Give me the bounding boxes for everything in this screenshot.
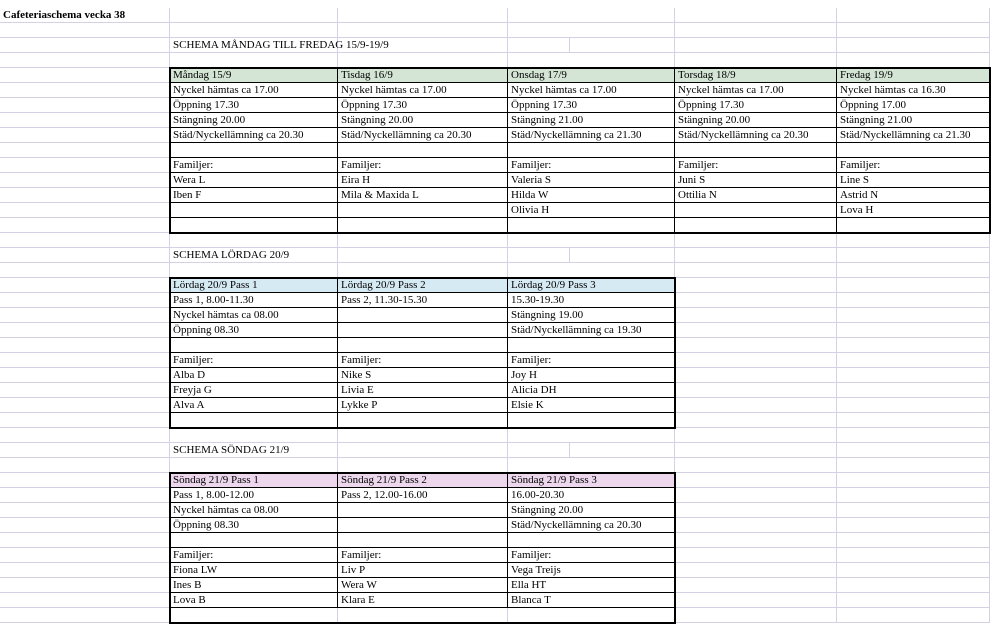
sunday-pass-header[interactable]: Söndag 21/9 Pass 1 [170,473,338,488]
grid-cell[interactable] [675,308,837,323]
weekday-cell[interactable]: Öppning 17.30 [338,98,508,113]
weekday-cell[interactable] [675,218,837,233]
weekday-cell[interactable]: Ottilia N [675,188,837,203]
saturday-cell[interactable]: 15.30-19.30 [508,293,675,308]
grid-cell[interactable] [0,383,170,398]
weekday-day-header[interactable]: Fredag 19/9 [837,68,990,83]
grid-cell[interactable] [170,23,338,38]
grid-cell[interactable] [837,518,990,533]
grid-cell[interactable] [837,263,990,278]
grid-cell[interactable] [508,53,675,68]
sunday-cell[interactable]: Lova B [170,593,338,608]
saturday-cell[interactable]: Lykke P [338,398,508,413]
grid-cell[interactable] [0,503,170,518]
grid-cell[interactable] [0,68,170,83]
sunday-cell[interactable]: Familjer: [508,548,675,563]
saturday-cell[interactable] [338,323,508,338]
saturday-cell[interactable] [170,338,338,353]
grid-cell[interactable] [675,488,837,503]
grid-cell[interactable] [0,323,170,338]
sunday-pass-header[interactable]: Söndag 21/9 Pass 3 [508,473,675,488]
sheet-title[interactable]: Cafeteriaschema vecka 38 [0,8,170,23]
grid-cell[interactable] [837,563,990,578]
grid-cell[interactable] [837,458,990,473]
grid-cell[interactable] [508,458,675,473]
grid-cell[interactable] [675,233,837,248]
weekday-cell[interactable]: Nyckel hämtas ca 16.30 [837,83,990,98]
grid-cell[interactable] [837,323,990,338]
weekday-cell[interactable] [837,218,990,233]
grid-cell[interactable] [837,488,990,503]
saturday-cell[interactable]: Livia E [338,383,508,398]
grid-cell[interactable] [675,398,837,413]
saturday-cell[interactable]: Pass 1, 8.00-11.30 [170,293,338,308]
grid-cell[interactable] [0,428,170,443]
weekday-day-header[interactable]: Onsdag 17/9 [508,68,675,83]
grid-cell[interactable] [170,233,338,248]
weekday-day-header[interactable]: Torsdag 18/9 [675,68,837,83]
sunday-cell[interactable]: Ines B [170,578,338,593]
weekday-cell[interactable]: Iben F [170,188,338,203]
grid-cell[interactable] [837,8,990,23]
saturday-pass-header[interactable]: Lördag 20/9 Pass 2 [338,278,508,293]
grid-cell[interactable] [0,413,170,428]
grid-cell[interactable] [837,428,990,443]
weekday-cell[interactable]: Stängning 20.00 [338,113,508,128]
sunday-cell[interactable]: Familjer: [338,548,508,563]
weekday-cell[interactable]: Städ/Nyckellämning ca 21.30 [508,128,675,143]
grid-cell[interactable] [675,293,837,308]
weekday-cell[interactable] [170,218,338,233]
weekday-cell[interactable]: Städ/Nyckellämning ca 20.30 [170,128,338,143]
weekday-cell[interactable]: Familjer: [508,158,675,173]
grid-cell[interactable] [675,23,837,38]
grid-cell[interactable] [0,203,170,218]
grid-cell[interactable] [0,98,170,113]
grid-cell[interactable] [0,593,170,608]
grid-cell[interactable] [338,428,508,443]
weekday-cell[interactable] [170,143,338,158]
grid-cell[interactable] [675,323,837,338]
weekday-cell[interactable]: Olivia H [508,203,675,218]
weekday-cell[interactable] [675,203,837,218]
saturday-cell[interactable]: Stängning 19.00 [508,308,675,323]
saturday-pass-header[interactable]: Lördag 20/9 Pass 3 [508,278,675,293]
grid-cell[interactable] [508,8,675,23]
grid-cell[interactable] [837,23,990,38]
saturday-cell[interactable]: Nike S [338,368,508,383]
weekday-cell[interactable]: Eira H [338,173,508,188]
grid-cell[interactable] [338,8,508,23]
grid-cell[interactable] [837,293,990,308]
grid-cell[interactable] [675,443,837,458]
grid-cell[interactable] [837,608,990,623]
grid-cell[interactable] [837,413,990,428]
weekday-cell[interactable]: Astrid N [837,188,990,203]
grid-cell[interactable] [675,353,837,368]
saturday-cell[interactable] [508,413,675,428]
grid-cell[interactable] [837,533,990,548]
grid-cell[interactable] [0,608,170,623]
sunday-cell[interactable]: Familjer: [170,548,338,563]
saturday-cell[interactable]: Alba D [170,368,338,383]
grid-cell[interactable] [0,218,170,233]
grid-cell[interactable] [508,23,675,38]
weekday-cell[interactable]: Familjer: [837,158,990,173]
grid-cell[interactable] [837,398,990,413]
weekday-cell[interactable] [338,203,508,218]
grid-cell[interactable] [0,53,170,68]
weekday-cell[interactable]: Mila & Maxida L [338,188,508,203]
sunday-cell[interactable]: Stängning 20.00 [508,503,675,518]
sunday-cell[interactable]: Nyckel hämtas ca 08.00 [170,503,338,518]
sunday-cell[interactable]: Pass 1, 8.00-12.00 [170,488,338,503]
grid-cell[interactable] [837,278,990,293]
weekday-cell[interactable]: Wera L [170,173,338,188]
saturday-cell[interactable]: Elsie K [508,398,675,413]
sunday-cell[interactable]: Städ/Nyckellämning ca 20.30 [508,518,675,533]
weekday-cell[interactable]: Hilda W [508,188,675,203]
grid-cell[interactable] [170,8,338,23]
grid-cell[interactable] [170,428,338,443]
grid-cell[interactable] [338,458,508,473]
grid-cell[interactable] [338,23,508,38]
sunday-pass-header[interactable]: Söndag 21/9 Pass 2 [338,473,508,488]
grid-cell[interactable] [508,428,675,443]
grid-cell[interactable] [0,113,170,128]
grid-cell[interactable] [338,53,508,68]
sunday-cell[interactable] [338,533,508,548]
grid-cell[interactable] [0,338,170,353]
grid-cell[interactable] [675,428,837,443]
grid-cell[interactable] [0,173,170,188]
sunday-cell[interactable]: Blanca T [508,593,675,608]
sunday-cell[interactable]: Fiona LW [170,563,338,578]
weekday-cell[interactable] [675,143,837,158]
weekday-cell[interactable] [508,143,675,158]
grid-cell[interactable] [508,233,675,248]
saturday-cell[interactable]: Joy H [508,368,675,383]
grid-cell[interactable] [675,548,837,563]
saturday-cell[interactable] [170,413,338,428]
sunday-heading[interactable]: SCHEMA SÖNDAG 21/9 [170,443,570,458]
grid-cell[interactable] [0,263,170,278]
weekday-cell[interactable] [338,218,508,233]
grid-cell[interactable] [675,338,837,353]
weekday-cell[interactable]: Nyckel hämtas ca 17.00 [508,83,675,98]
weekday-cell[interactable]: Juni S [675,173,837,188]
sunday-cell[interactable]: Wera W [338,578,508,593]
weekday-cell[interactable]: Familjer: [675,158,837,173]
grid-cell[interactable] [837,593,990,608]
grid-cell[interactable] [675,593,837,608]
grid-cell[interactable] [0,398,170,413]
weekday-cell[interactable]: Stängning 20.00 [675,113,837,128]
grid-cell[interactable] [675,278,837,293]
sunday-cell[interactable] [170,533,338,548]
grid-cell[interactable] [837,53,990,68]
weekday-cell[interactable]: Städ/Nyckellämning ca 20.30 [675,128,837,143]
grid-cell[interactable] [675,533,837,548]
grid-cell[interactable] [675,413,837,428]
grid-cell[interactable] [0,548,170,563]
sunday-cell[interactable] [338,503,508,518]
grid-cell[interactable] [675,38,837,53]
grid-cell[interactable] [675,458,837,473]
grid-cell[interactable] [0,158,170,173]
weekday-day-header[interactable]: Måndag 15/9 [170,68,338,83]
grid-cell[interactable] [508,608,675,623]
grid-cell[interactable] [0,248,170,263]
grid-cell[interactable] [0,518,170,533]
grid-cell[interactable] [0,293,170,308]
weekday-cell[interactable]: Line S [837,173,990,188]
grid-cell[interactable] [508,263,675,278]
grid-cell[interactable] [0,83,170,98]
weekday-cell[interactable]: Familjer: [338,158,508,173]
grid-cell[interactable] [0,533,170,548]
grid-cell[interactable] [837,443,990,458]
grid-cell[interactable] [837,548,990,563]
grid-cell[interactable] [338,608,508,623]
grid-cell[interactable] [338,263,508,278]
saturday-cell[interactable]: Familjer: [338,353,508,368]
sunday-cell[interactable]: Vega Treijs [508,563,675,578]
grid-cell[interactable] [170,53,338,68]
grid-cell[interactable] [675,8,837,23]
grid-cell[interactable] [675,608,837,623]
weekday-cell[interactable]: Valeria S [508,173,675,188]
grid-cell[interactable] [0,128,170,143]
saturday-pass-header[interactable]: Lördag 20/9 Pass 1 [170,278,338,293]
grid-cell[interactable] [0,233,170,248]
grid-cell[interactable] [837,353,990,368]
grid-cell[interactable] [675,473,837,488]
grid-cell[interactable] [0,188,170,203]
grid-cell[interactable] [675,578,837,593]
weekday-cell[interactable]: Familjer: [170,158,338,173]
saturday-cell[interactable]: Familjer: [170,353,338,368]
saturday-cell[interactable]: Städ/Nyckellämning ca 19.30 [508,323,675,338]
grid-cell[interactable] [0,368,170,383]
weekday-cell[interactable] [338,143,508,158]
grid-cell[interactable] [170,608,338,623]
weekday-cell[interactable]: Nyckel hämtas ca 17.00 [338,83,508,98]
grid-cell[interactable] [0,578,170,593]
grid-cell[interactable] [675,263,837,278]
grid-cell[interactable] [675,248,837,263]
saturday-heading[interactable]: SCHEMA LÖRDAG 20/9 [170,248,570,263]
grid-cell[interactable] [0,23,170,38]
weekday-cell[interactable]: Öppning 17.30 [508,98,675,113]
weekday-cell[interactable]: Städ/Nyckellämning ca 20.30 [338,128,508,143]
weekday-day-header[interactable]: Tisdag 16/9 [338,68,508,83]
grid-cell[interactable] [0,353,170,368]
weekday-cell[interactable]: Öppning 17.00 [837,98,990,113]
grid-cell[interactable] [837,248,990,263]
grid-cell[interactable] [675,563,837,578]
weekday-heading[interactable]: SCHEMA MÅNDAG TILL FREDAG 15/9-19/9 [170,38,570,53]
weekday-cell[interactable]: Nyckel hämtas ca 17.00 [170,83,338,98]
grid-cell[interactable] [0,443,170,458]
grid-cell[interactable] [0,38,170,53]
saturday-cell[interactable] [338,308,508,323]
sunday-cell[interactable]: 16.00-20.30 [508,488,675,503]
sunday-cell[interactable]: Liv P [338,563,508,578]
grid-cell[interactable] [170,263,338,278]
weekday-cell[interactable]: Städ/Nyckellämning ca 21.30 [837,128,990,143]
weekday-cell[interactable] [170,203,338,218]
grid-cell[interactable] [675,368,837,383]
grid-cell[interactable] [837,338,990,353]
saturday-cell[interactable]: Nyckel hämtas ca 08.00 [170,308,338,323]
saturday-cell[interactable]: Familjer: [508,353,675,368]
weekday-cell[interactable]: Lova H [837,203,990,218]
saturday-cell[interactable] [338,338,508,353]
grid-cell[interactable] [0,488,170,503]
grid-cell[interactable] [837,503,990,518]
weekday-cell[interactable]: Stängning 20.00 [170,113,338,128]
grid-cell[interactable] [837,233,990,248]
grid-cell[interactable] [675,503,837,518]
saturday-cell[interactable]: Alva A [170,398,338,413]
saturday-cell[interactable]: Freyja G [170,383,338,398]
grid-cell[interactable] [675,518,837,533]
grid-cell[interactable] [837,473,990,488]
saturday-cell[interactable]: Öppning 08.30 [170,323,338,338]
saturday-cell[interactable] [508,338,675,353]
sunday-cell[interactable]: Ella HT [508,578,675,593]
weekday-cell[interactable]: Nyckel hämtas ca 17.00 [675,83,837,98]
grid-cell[interactable] [170,458,338,473]
grid-cell[interactable] [0,563,170,578]
sunday-cell[interactable]: Klara E [338,593,508,608]
grid-cell[interactable] [0,458,170,473]
grid-cell[interactable] [338,233,508,248]
grid-cell[interactable] [837,383,990,398]
grid-cell[interactable] [675,53,837,68]
saturday-cell[interactable]: Alicia DH [508,383,675,398]
grid-cell[interactable] [837,308,990,323]
sunday-cell[interactable]: Öppning 08.30 [170,518,338,533]
weekday-cell[interactable] [837,143,990,158]
grid-cell[interactable] [675,383,837,398]
grid-cell[interactable] [0,473,170,488]
weekday-cell[interactable]: Öppning 17.30 [675,98,837,113]
grid-cell[interactable] [837,38,990,53]
grid-cell[interactable] [0,278,170,293]
saturday-cell[interactable]: Pass 2, 11.30-15.30 [338,293,508,308]
sunday-cell[interactable] [338,518,508,533]
grid-cell[interactable] [837,368,990,383]
weekday-cell[interactable] [508,218,675,233]
grid-cell[interactable] [0,143,170,158]
saturday-cell[interactable] [338,413,508,428]
sunday-cell[interactable]: Pass 2, 12.00-16.00 [338,488,508,503]
weekday-cell[interactable]: Stängning 21.00 [508,113,675,128]
sunday-cell[interactable] [508,533,675,548]
grid-cell[interactable] [837,578,990,593]
grid-cell[interactable] [0,308,170,323]
weekday-cell[interactable]: Stängning 21.00 [837,113,990,128]
weekday-cell[interactable]: Öppning 17.30 [170,98,338,113]
